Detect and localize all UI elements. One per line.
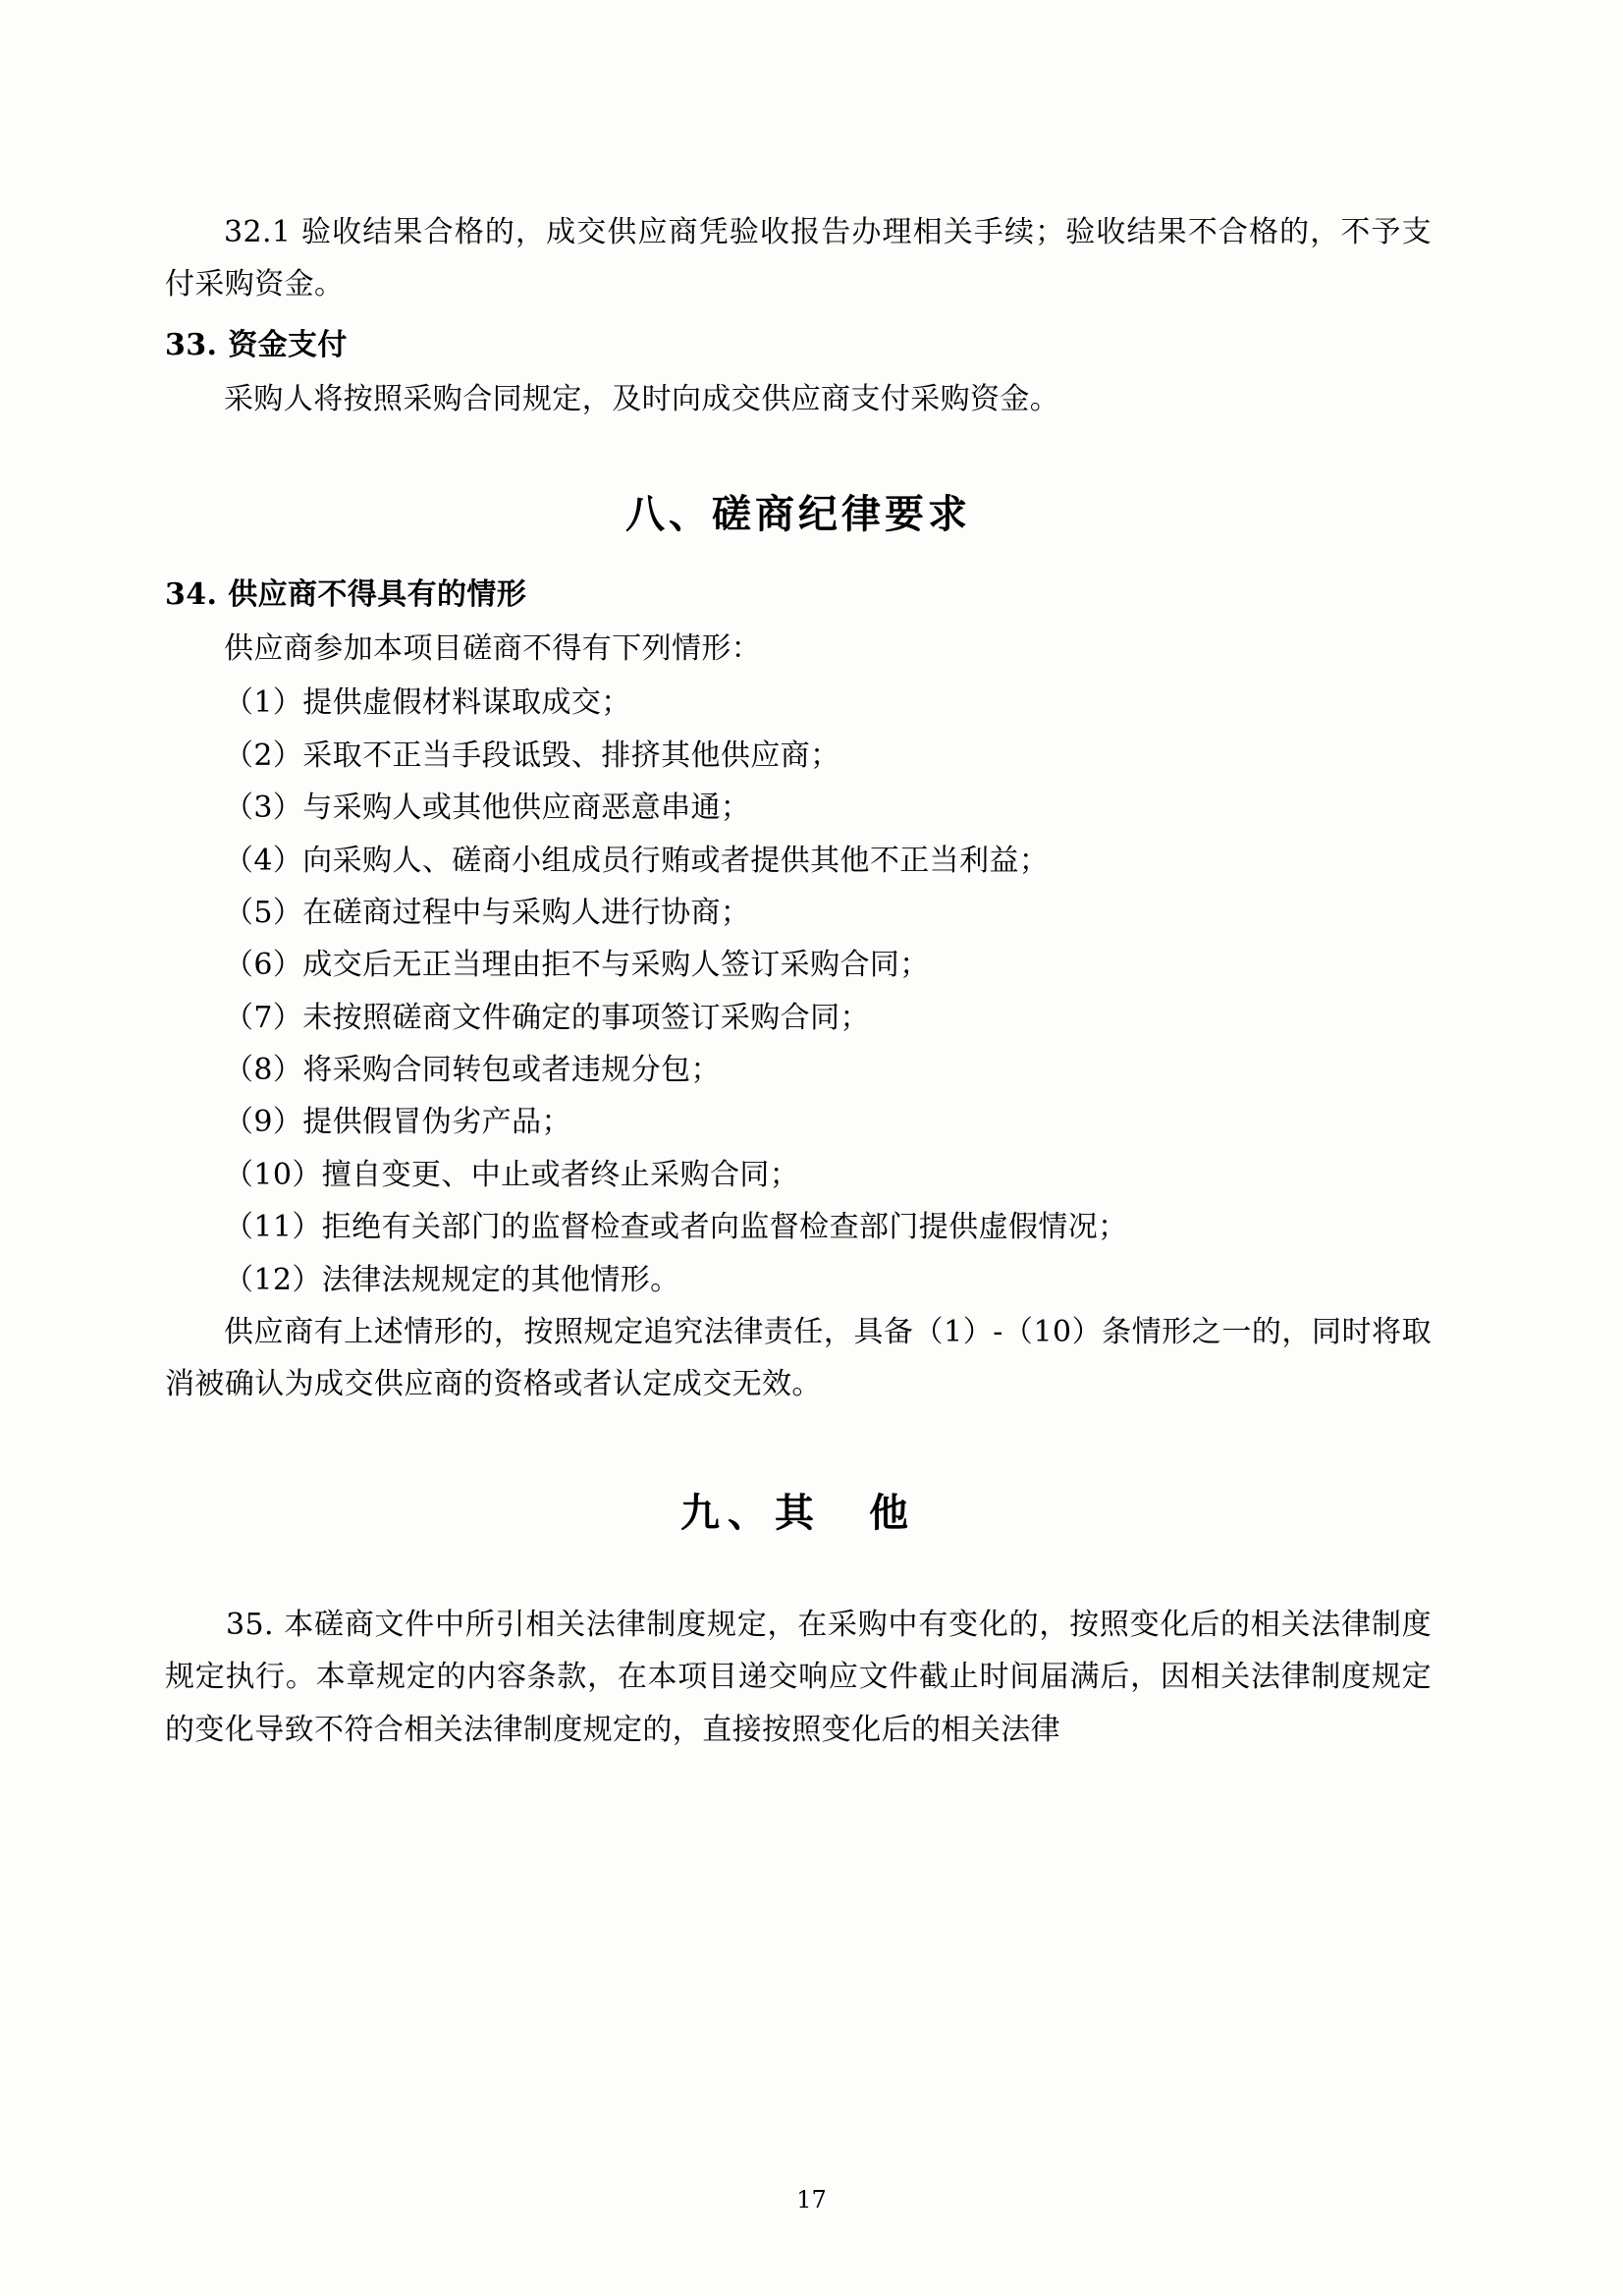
list-item: （1）提供虚假材料谋取成交； (224, 685, 631, 721)
list-item: （7）未按照磋商文件确定的事项签订采购合同； (224, 1000, 870, 1035)
heading-34: 34. 供应商不得具有的情形 (165, 576, 527, 612)
list-item: （4）向采购人、磋商小组成员行贿或者提供其他不正当利益； (224, 843, 1050, 878)
paragraph-33: 采购人将按照采购合同规定，及时向成交供应商支付采购资金。 (224, 382, 1060, 417)
list-item: （12）法律法规规定的其他情形。 (224, 1262, 680, 1297)
list-item: （5）在磋商过程中与采购人进行协商； (224, 895, 751, 930)
page-content (165, 206, 1432, 1758)
paragraph-35: 35. 本磋商文件中所引相关法律制度规定，在采购中有变化的，按照变化后的相关法律制度规定执行。本章规定的内容条款，在本项目递交响应文件截止时间届满后，因相关法律制度规定的变化导致不符合相关法律制度规定的，直接按照变化后的相关法律 (165, 1607, 1432, 1747)
list-item: （2）采取不正当手段诋毁、排挤其他供应商； (224, 738, 840, 773)
paragraph-34-intro: 供应商参加本项目磋商不得有下列情形： (224, 630, 762, 666)
heading-33: 33. 资金支付 (165, 327, 348, 362)
list-item: （9）提供假冒伪劣产品； (224, 1105, 571, 1140)
list-item: （6）成交后无正当理由拒不与采购人签订采购合同； (224, 948, 930, 983)
paragraph-32-1: 32.1 验收结果合格的，成交供应商凭验收报告办理相关手续；验收结果不合格的，不予支付采购资金。 (165, 215, 1432, 302)
list-item: （3）与采购人或其他供应商恶意串通； (224, 791, 751, 826)
section-heading-9: 九、其 他 (680, 1489, 916, 1536)
list-item: （8）将采购合同转包或者违规分包； (224, 1053, 721, 1088)
section-heading-8: 八、磋商纪律要求 (625, 490, 971, 537)
page-number: 17 (796, 2186, 827, 2214)
paragraph-34-end: 供应商有上述情形的，按照规定追究法律责任，具备（1）-（10）条情形之一的，同时将取消被确认为成交供应商的资格或者认定成交无效。 (165, 1315, 1432, 1402)
list-item: （10）擅自变更、中止或者终止采购合同； (224, 1157, 800, 1192)
list-item: （11）拒绝有关部门的监督检查或者向监督检查部门提供虚假情况； (224, 1210, 1128, 1245)
